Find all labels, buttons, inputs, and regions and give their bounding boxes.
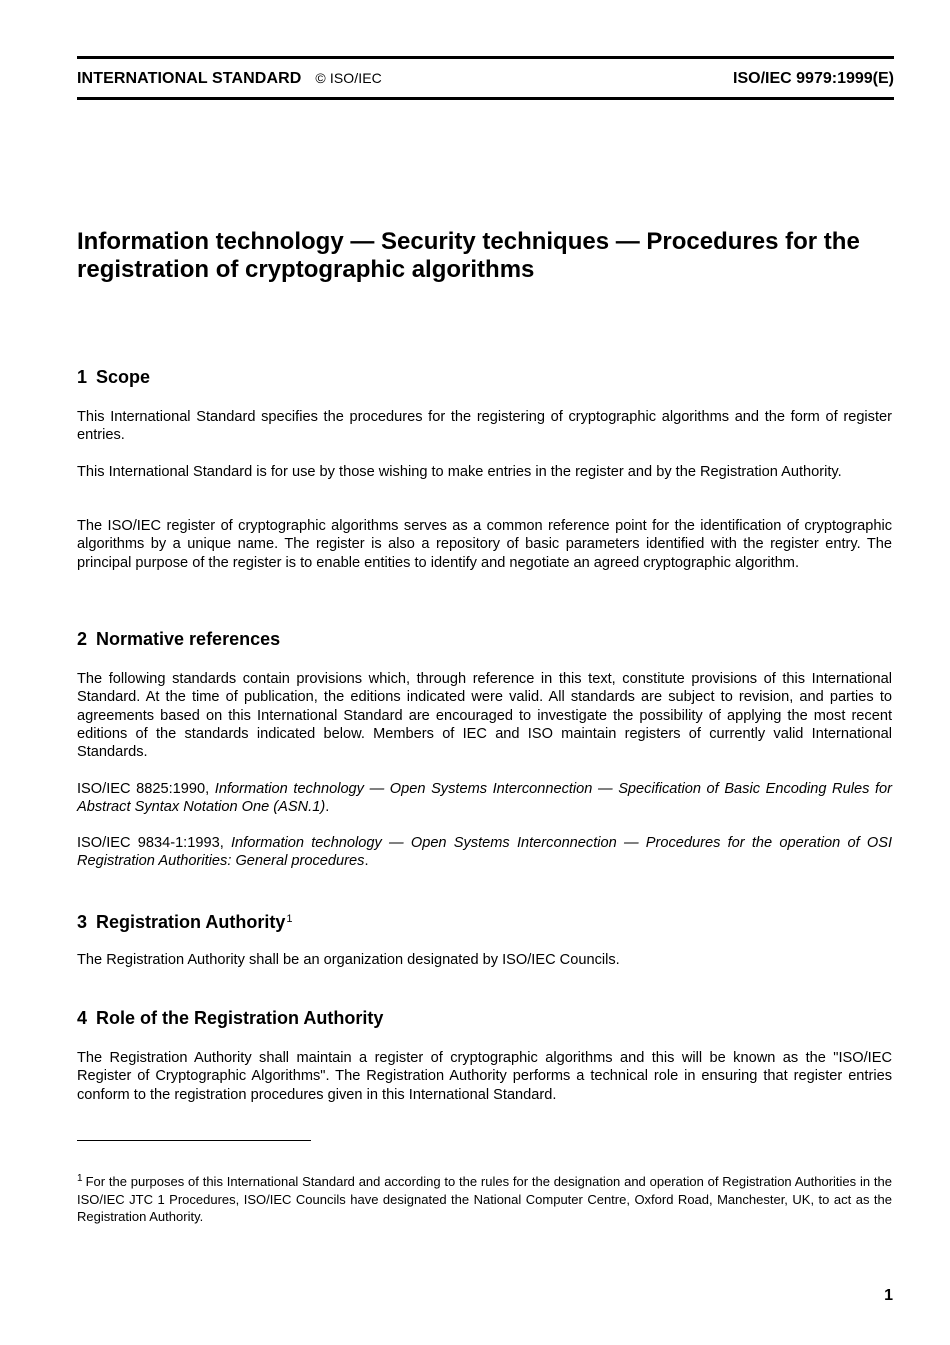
scope-paragraph-1: This International Standard specifies the procedures for the registering of cryptographic algorithms and the form of register entries. — [77, 409, 892, 444]
registration-authority-paragraph: The Registration Authority shall be an organization designated by ISO/IEC Councils. — [77, 952, 620, 968]
section-number: 1 — [77, 367, 88, 387]
copyright-notice: © ISO/IEC — [315, 70, 382, 86]
normative-paragraph-1: The following standards contain provisions which, through reference in this text, constitute provisions of this International Standard. At the time of publication, the editions indicated were valid. All standards are subject to revision, and parties to agreements based on this International Standard are encouraged to investigate the possibility of applying the most recent editions of the standards indicated below. Members of IEC and ISO maintain registers of currently valid International Standards. — [77, 671, 892, 761]
section-title: Scope — [96, 367, 151, 387]
header-left — [77, 70, 382, 88]
document-type: INTERNATIONAL STANDARD — [77, 70, 302, 87]
section-title: Normative references — [96, 629, 281, 649]
section-title: Registration Authority — [96, 912, 286, 932]
page-header — [77, 56, 894, 100]
scope-paragraph-3: The ISO/IEC register of cryptographic algorithms serves as a common reference point for the identification of cryptographic algorithms by a unique name. The register is also a repository of basic parameters identified with the register entry. The principal purpose of the register is to enable entities to identify and negotiate an agreed cryptographic algorithm. — [77, 518, 892, 571]
footnote-reference[interactable]: 1 — [286, 913, 293, 925]
normative-reference-2 — [77, 834, 892, 871]
page-number: 1 — [884, 1287, 893, 1304]
footnote-text: For the purposes of this International Standard and according to the rules for the designation and operation of Registration Authorities in the ISO/IEC JTC 1 Procedures, ISO/IEC Councils have designated the National Computer Centre, Oxford Road, Manchester, UK, to act as the Registration Authority. — [77, 1174, 892, 1224]
section-number: 2 — [77, 629, 88, 649]
document-number: ISO/IEC 9979:1999(E) — [733, 70, 894, 87]
reference-end: . — [364, 853, 369, 870]
role-paragraph: The Registration Authority shall maintain a register of cryptographic algorithms and this will be known as the "ISO/IEC Register of Cryptographic Algorithms". The Registration Authority performs a technical role in ensuring that register entries conform to the registration procedures given in this International Standard. — [77, 1050, 892, 1103]
section-heading-scope — [77, 366, 150, 388]
section-title: Role of the Registration Authority — [96, 1008, 384, 1028]
section-number: 4 — [77, 1008, 88, 1028]
reference-title: Information technology — Open Systems Interconnection — Specification of Basic Encoding Rules for Abstract Syntax Notation One (ASN.1) — [77, 781, 892, 816]
footnote-mark: 1 — [77, 1173, 83, 1184]
reference-end: . — [325, 799, 330, 816]
document-title: Information technology — Security techniques — Procedures for the registration of cryptographic algorithms — [77, 228, 860, 283]
reference-title: Information technology — Open Systems Interconnection — Procedures for the operation of OSI Registration Authorities: General procedures — [77, 835, 893, 870]
reference-id: ISO/IEC 8825:1990, — [77, 781, 210, 797]
footnote-divider — [77, 1140, 311, 1141]
section-number: 3 — [77, 912, 88, 932]
scope-paragraph-2: This International Standard is for use by those wishing to make entries in the register and by the Registration Authority. — [77, 464, 842, 480]
section-heading-role — [77, 1007, 383, 1029]
normative-reference-1 — [77, 780, 892, 817]
footnote — [77, 1170, 892, 1226]
section-heading-registration-authority — [77, 908, 292, 933]
section-heading-normative-references — [77, 628, 280, 650]
reference-id: ISO/IEC 9834-1:1993, — [77, 835, 224, 851]
